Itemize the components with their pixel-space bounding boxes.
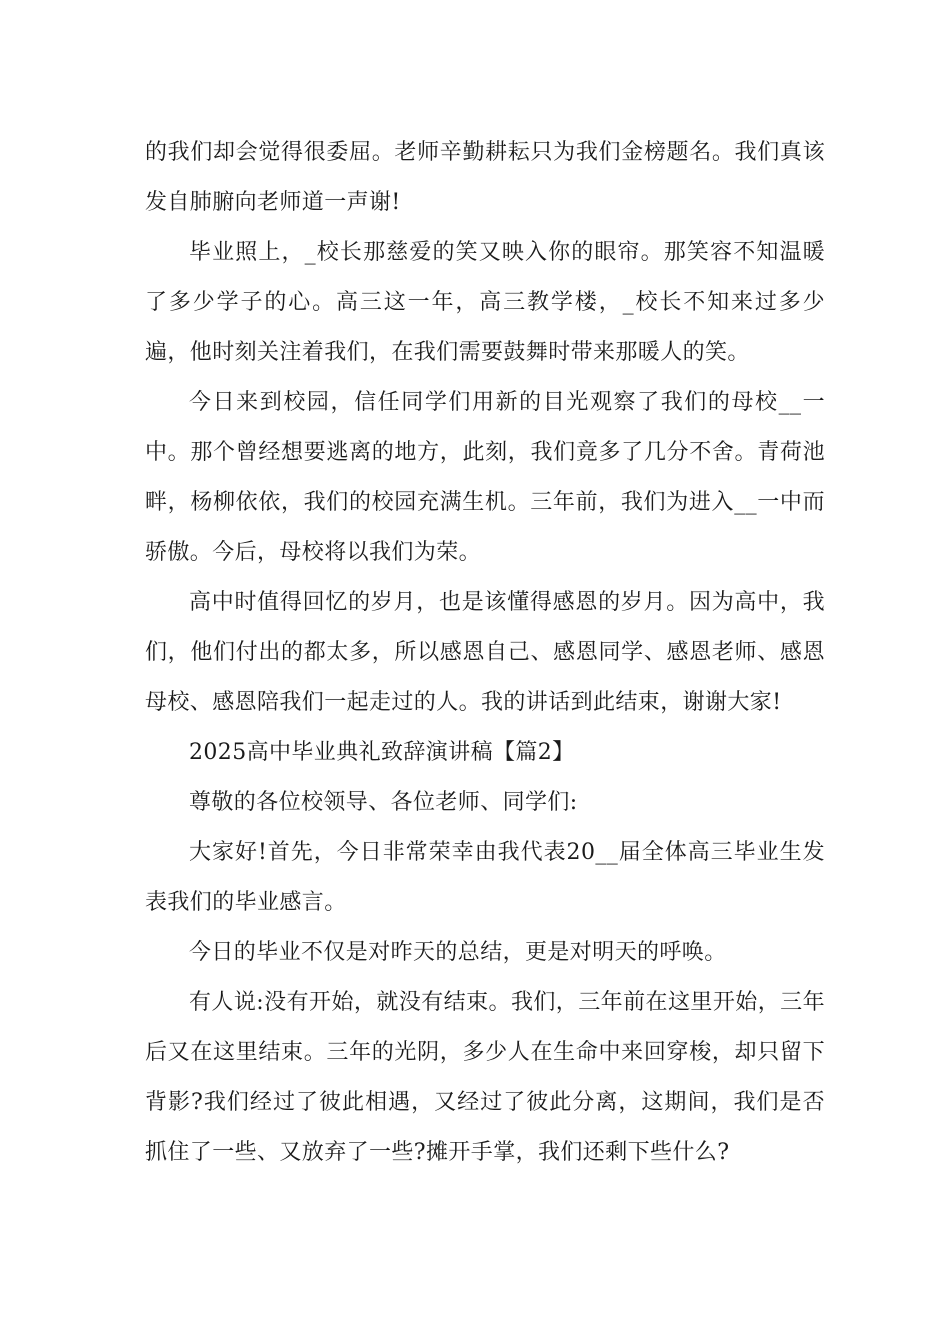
- paragraph-campus: 今日来到校园，信任同学们用新的目光观察了我们的母校__一中。那个曾经想要逃离的地方，此刻，我们竟多了几分不舍。青荷池畔，杨柳依依，我们的校园充满生机。三年前，我们为进入__一中而骄傲。今后，母校将以我们为荣。: [145, 390, 825, 565]
- paragraph-beginning-end: 有人说:没有开始，就没有结束。我们，三年前在这里开始，三年后又在这里结束。三年的光阴，多少人在生命中来回穿梭，却只留下背影?我们经过了彼此相遇，又经过了彼此分离，这期间，我们是否抓住了一些、又放弃了一些?摊开手掌，我们还剩下些什么?: [145, 990, 825, 1165]
- paragraph-gratitude: 高中时值得回忆的岁月，也是该懂得感恩的岁月。因为高中，我们，他们付出的都太多，所以感恩自己、感恩同学、感恩老师、感恩母校、感恩陪我们一起走过的人。我的讲话到此结束，谢谢大家!: [145, 590, 825, 715]
- section-heading: 2025高中毕业典礼致辞演讲稿【篇2】: [189, 740, 575, 765]
- paragraph-continued: 的我们却会觉得很委屈。老师辛勤耕耘只为我们金榜题名。我们真该发自肺腑向老师道一声谢!: [145, 140, 825, 215]
- paragraph-salutation: 尊敬的各位校领导、各位老师、同学们:: [189, 790, 578, 815]
- paragraph-principal-smile: 毕业照上，_校长那慈爱的笑又映入你的眼帘。那笑容不知温暖了多少学子的心。高三这一年，高三教学楼，_校长不知来过多少遍，他时刻关注着我们，在我们需要鼓舞时带来那暖人的笑。: [145, 240, 825, 365]
- document-body: [145, 128, 825, 1178]
- paragraph-graduation-meaning: 今日的毕业不仅是对昨天的总结，更是对明天的呼唤。: [189, 940, 727, 965]
- paragraph-greeting: 大家好!首先，今日非常荣幸由我代表20__届全体高三毕业生发表我们的毕业感言。: [145, 840, 825, 915]
